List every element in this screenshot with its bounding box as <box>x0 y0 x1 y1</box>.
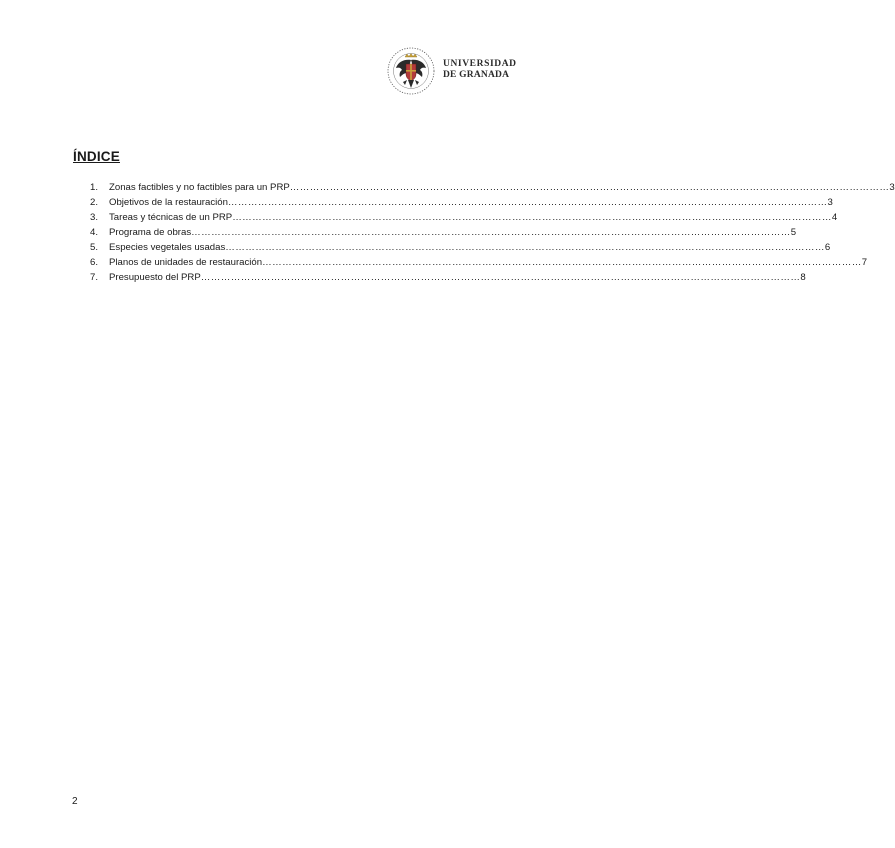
university-seal-icon <box>386 46 436 96</box>
toc-leader-dots: ……………………………………………………………………………………………………………………………………………………………… <box>262 257 862 268</box>
toc-leader-dots: ……………………………………………………………………………………………………………………………………………………………… <box>227 197 828 208</box>
toc-entry-number: 1. <box>90 182 99 193</box>
toc-entry-number: 5. <box>90 242 99 253</box>
page-number: 2 <box>72 796 78 807</box>
toc-entry-number: 6. <box>90 257 99 268</box>
toc-entry-number: 4. <box>90 227 99 238</box>
toc-entry-title: Presupuesto del PRP <box>109 272 201 283</box>
toc-entry-title: Objetivos de la restauración <box>109 197 228 208</box>
toc-entry-number: 3. <box>90 212 99 223</box>
toc-entry[interactable] <box>90 210 838 225</box>
toc-entry[interactable] <box>90 255 868 270</box>
toc-leader-dots: ……………………………………………………………………………………………………………………………………………………………… <box>191 227 791 238</box>
toc-entry[interactable] <box>90 180 895 195</box>
toc-entry-title: Zonas factibles y no factibles para un PRP <box>109 182 290 193</box>
toc-entry-page: 7 <box>861 257 868 268</box>
toc-entry-title: Tareas y técnicas de un PRP <box>109 212 233 223</box>
toc-entry-title: Programa de obras <box>109 227 192 238</box>
toc-entry[interactable] <box>90 270 806 285</box>
toc-leader-dots: ……………………………………………………………………………………………………………………………………………………………… <box>200 272 801 283</box>
toc-entry-page: 4 <box>831 212 838 223</box>
toc-entry-number: 2. <box>90 197 99 208</box>
toc-entry-title: Planos de unidades de restauración <box>109 257 263 268</box>
toc-entry-page: 3 <box>827 197 833 208</box>
toc-entry-number: 7. <box>90 272 99 283</box>
university-name-line1: UNIVERSIDAD <box>443 59 517 69</box>
toc-entry[interactable] <box>90 225 797 240</box>
toc-entry-page: 6 <box>824 242 831 253</box>
toc-entry-title: Especies vegetales usadas <box>109 242 226 253</box>
toc-entry[interactable] <box>90 240 831 255</box>
table-of-contents <box>90 180 895 285</box>
toc-entry-page: 5 <box>790 227 797 238</box>
toc-entry-page: 8 <box>800 272 806 283</box>
toc-leader-dots: ……………………………………………………………………………………………………………………………………………………………… <box>225 242 825 253</box>
university-name <box>443 59 517 81</box>
index-title: ÍNDICE <box>73 149 120 164</box>
toc-leader-dots: ……………………………………………………………………………………………………………………………………………………………… <box>289 182 890 193</box>
university-logo <box>386 46 526 96</box>
toc-entry[interactable] <box>90 195 833 210</box>
toc-entry-page: 3 <box>889 182 895 193</box>
university-name-line2: DE GRANADA <box>443 70 510 80</box>
toc-leader-dots: ……………………………………………………………………………………………………………………………………………………………… <box>232 212 832 223</box>
